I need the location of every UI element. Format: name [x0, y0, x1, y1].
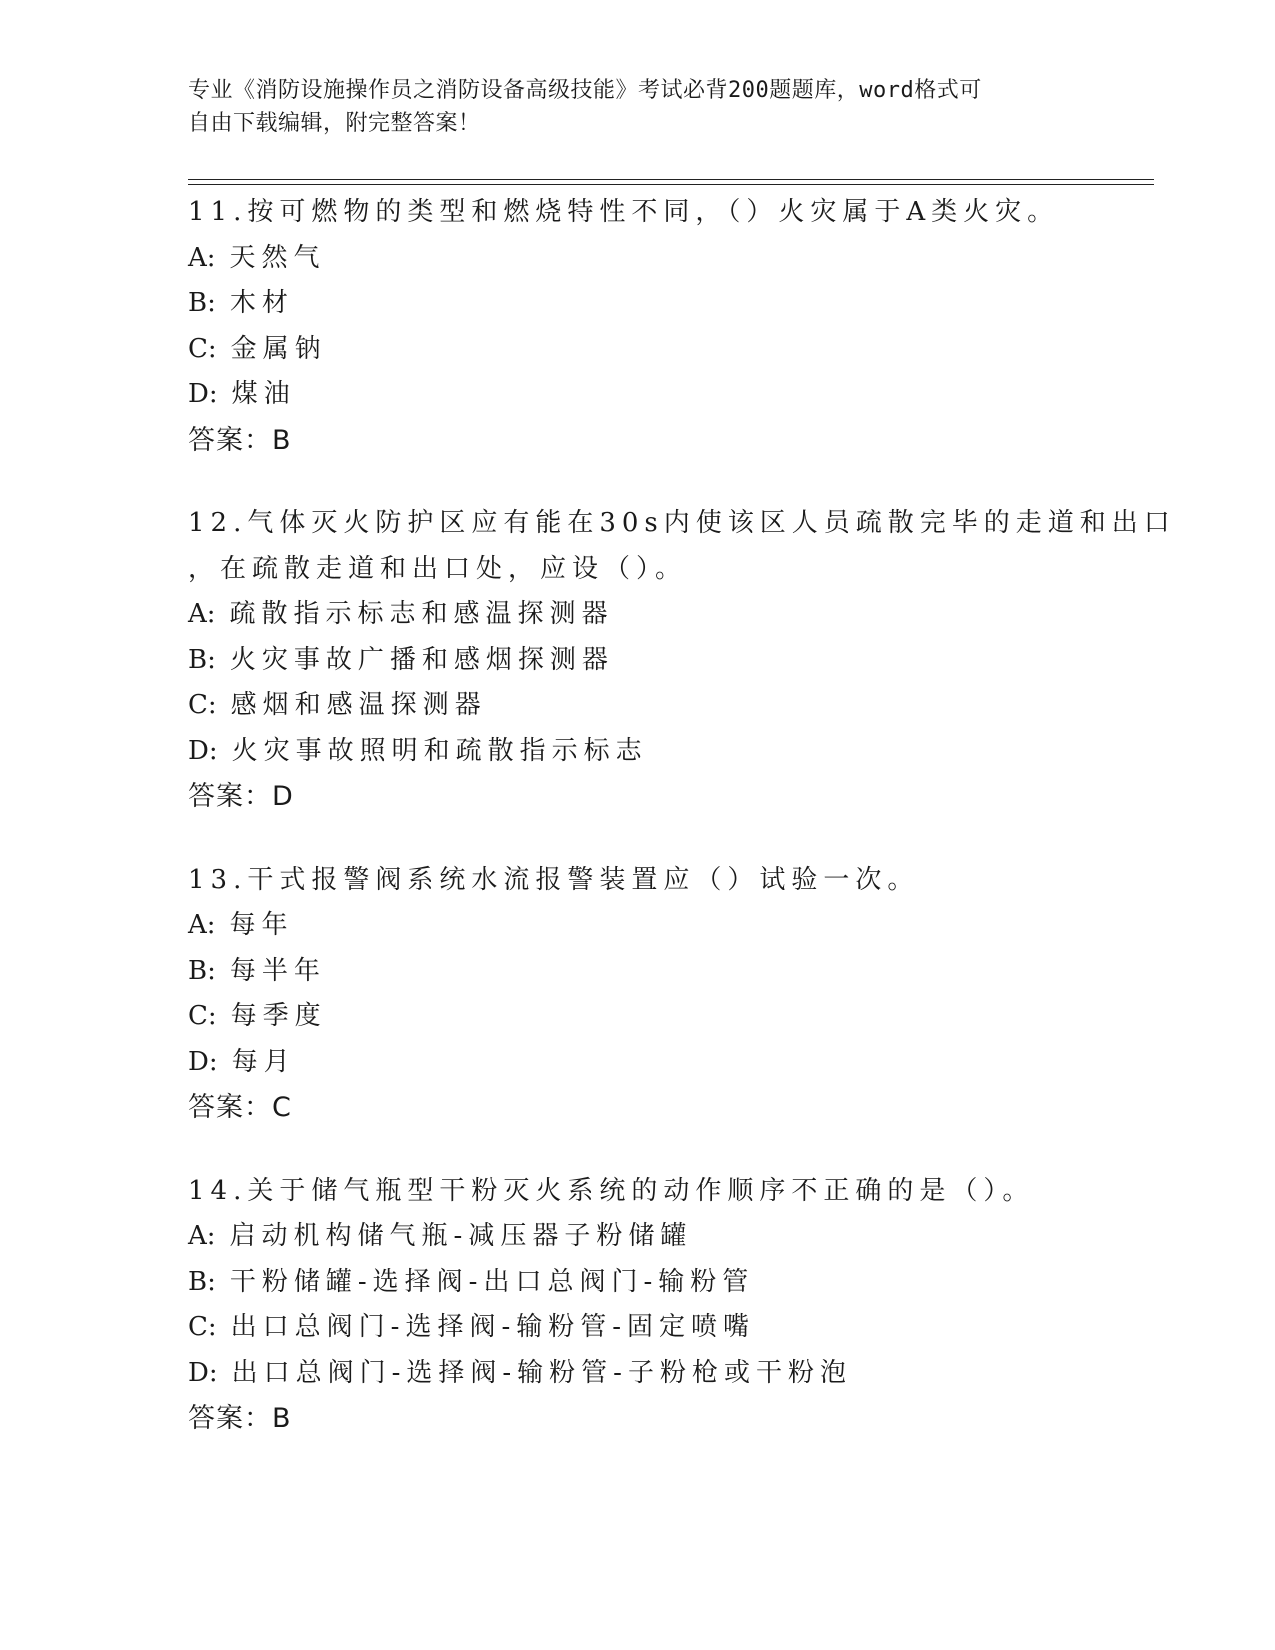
question-block	[188, 501, 1176, 820]
document-header	[188, 74, 1088, 140]
option-text: 感烟和感温探测器	[230, 690, 487, 720]
answer-option	[188, 683, 1088, 729]
option-text: 每年	[229, 910, 294, 940]
header-rule-top	[188, 179, 1154, 180]
question-block	[188, 190, 1088, 463]
option-text: 出口总阀门-选择阀-输粉管-子粉枪或干粉泡	[231, 1357, 852, 1388]
option-letter: B:	[188, 1266, 216, 1297]
answer-option	[188, 1305, 1088, 1351]
option-text: 干粉储罐-选择阀-出口总阀门-输粉管	[229, 1266, 755, 1297]
answer-key: 答案：C	[188, 1092, 292, 1123]
option-letter: B:	[188, 288, 216, 318]
question-stem: 13.干式报警阀系统水流报警装置应（）试验一次。	[188, 864, 920, 895]
header-line-1: 专业《消防设施操作员之消防设备高级技能》考试必背200题题库，word格式可	[188, 78, 982, 103]
option-text: 疏散指示标志和感温探测器	[229, 599, 614, 629]
question-block	[188, 1169, 1088, 1442]
answer-option	[188, 1351, 1088, 1397]
option-text: 煤油	[231, 379, 296, 409]
question-stem: 12.气体灭火防护区应有能在30s内使该区人员疏散完毕的走道和出口	[188, 508, 1176, 538]
answer-option	[188, 1214, 1088, 1260]
option-text: 火灾事故广播和感烟探测器	[229, 644, 614, 675]
option-letter: D:	[188, 735, 218, 766]
question-block	[188, 858, 1088, 1131]
header-rule-bottom	[188, 184, 1154, 185]
option-letter: A:	[188, 910, 216, 940]
answer-option	[188, 372, 1088, 418]
answer-option	[188, 949, 1088, 995]
question-list	[188, 190, 1176, 1480]
answer-option	[188, 638, 1088, 684]
option-text: 木材	[229, 288, 294, 318]
option-letter: B:	[188, 644, 216, 675]
answer-option	[188, 592, 1088, 638]
answer-option	[188, 729, 1088, 775]
answer-option	[188, 994, 1088, 1040]
option-text: 天然气	[229, 242, 326, 273]
option-letter: D:	[188, 379, 218, 409]
option-letter: A:	[188, 1221, 216, 1251]
option-text: 每月	[231, 1046, 296, 1077]
option-letter: C:	[188, 1312, 217, 1342]
option-letter: A:	[188, 242, 216, 273]
answer-option	[188, 903, 1088, 949]
answer-option	[188, 1040, 1088, 1086]
option-text: 每半年	[229, 955, 326, 986]
option-letter: A:	[188, 599, 216, 629]
option-text: 金属钠	[230, 333, 327, 364]
option-letter: C:	[188, 690, 217, 720]
option-letter: D:	[188, 1357, 218, 1388]
header-line-2: 自由下载编辑，附完整答案！	[188, 111, 481, 136]
answer-key: 答案：B	[188, 424, 292, 456]
answer-option	[188, 236, 1088, 282]
option-text: 出口总阀门-选择阀-输粉管-固定喷嘴	[230, 1312, 756, 1342]
option-text: 每季度	[230, 1001, 327, 1031]
option-letter: C:	[188, 1001, 217, 1031]
question-stem: 11.按可燃物的类型和燃烧特性不同，（）火灾属于A类火灾。	[188, 197, 1060, 227]
answer-option	[188, 1260, 1088, 1306]
question-stem: 14.关于储气瓶型干粉灭火系统的动作顺序不正确的是（）。	[188, 1175, 1035, 1206]
option-text: 火灾事故照明和疏散指示标志	[231, 735, 648, 766]
option-letter: B:	[188, 955, 216, 986]
question-stem: ，在疏散走道和出口处，应设（）。	[188, 553, 688, 584]
option-text: 启动机构储气瓶-减压器子粉储罐	[229, 1221, 693, 1251]
answer-option	[188, 281, 1088, 327]
answer-option	[188, 327, 1088, 373]
option-letter: D:	[188, 1046, 218, 1077]
answer-key: 答案：B	[188, 1403, 292, 1434]
answer-key: 答案：D	[188, 781, 294, 812]
option-letter: C:	[188, 333, 217, 364]
